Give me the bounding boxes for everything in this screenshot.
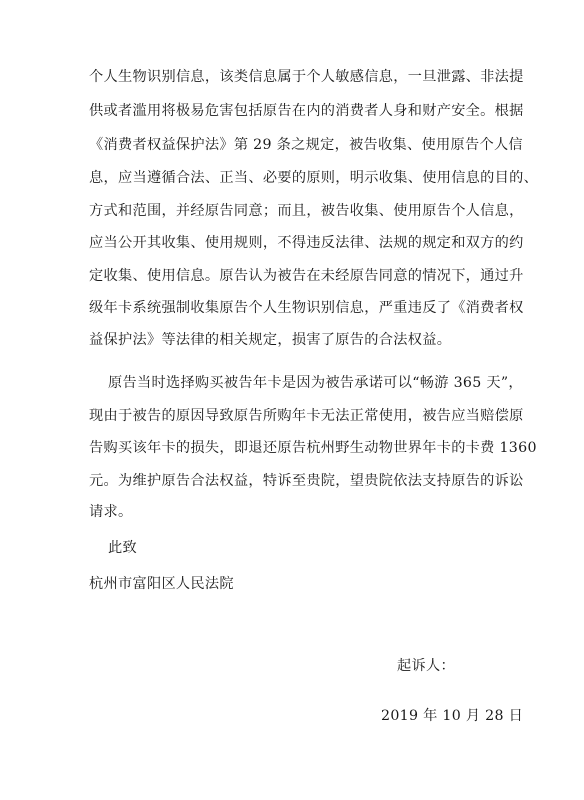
paragraph1-line: 个人生物识别信息，该类信息属于个人敏感信息，一旦泄露、非法提 <box>89 69 524 85</box>
paragraph2-line: 原告当时选择购买被告年卡是因为被告承诺可以“畅游 365 天”， <box>108 375 523 391</box>
paragraph2-line: 请求。 <box>89 504 133 520</box>
closing-text: 此致 <box>108 540 137 556</box>
plaintiff-label: 起诉人： <box>397 658 455 674</box>
paragraph1-line: 级年卡系统强制收集原告个人生物识别信息，严重违反了《消费者权 <box>89 300 524 316</box>
paragraph1-line: 供或者滥用将极易危害包括原告在内的消费者人身和财产安全。根据 <box>89 103 524 119</box>
paragraph1-line: 益保护法》等法律的相关规定，损害了原告的合法权益。 <box>89 332 452 348</box>
court-name: 杭州市富阳区人民法院 <box>89 576 234 592</box>
paragraph1-line: 《消费者权益保护法》第 29 条之规定，被告收集、使用原告个人信 <box>89 137 523 153</box>
paragraph1-line: 息，应当遵循合法、正当、必要的原则，明示收集、使用信息的目的、 <box>89 170 539 186</box>
document-date: 2019 年 10 月 28 日 <box>381 708 524 724</box>
paragraph2-line: 告购买该年卡的损失，即退还原告杭州野生动物世界年卡的卡费 1360 <box>89 440 537 456</box>
paragraph2-line: 现由于被告的原因导致原告所购年卡无法正常使用，被告应当赔偿原 <box>89 408 524 424</box>
paragraph1-line: 方式和范围，并经原告同意；而且，被告收集、使用原告个人信息， <box>89 203 524 219</box>
paragraph1-line: 定收集、使用信息。原告认为被告在未经原告同意的情况下，通过升 <box>89 268 524 284</box>
paragraph1-line: 应当公开其收集、使用规则，不得违反法律、法规的规定和双方的约 <box>89 235 524 251</box>
paragraph2-line: 元。为维护原告合法权益，特诉至贵院，望贵院依法支持原告的诉讼 <box>89 473 524 489</box>
